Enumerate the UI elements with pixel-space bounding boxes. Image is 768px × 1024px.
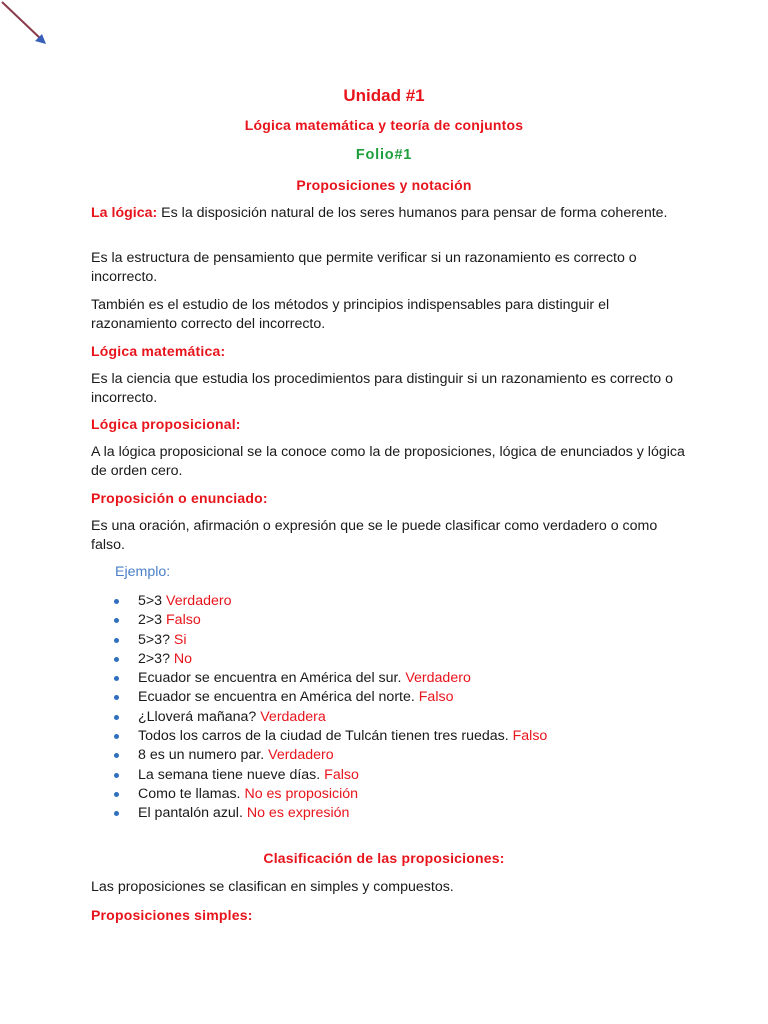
- proposicion-heading: Proposición o enunciado:: [91, 490, 268, 506]
- examples-list: [113, 592, 547, 824]
- paragraph-3: También es el estudio de los métodos y principios indispensables para distinguir el razonamiento correcto del incorrecto.: [91, 297, 610, 332]
- logica-matematica-text: Es la ciencia que estudia los procedimientos para distinguir si un razonamiento es correcto o incorrecto.: [91, 371, 673, 406]
- example-answer: Verdadero: [166, 593, 232, 609]
- list-item: Todos los carros de la ciudad de Tulcán tienen tres ruedas. Falso: [113, 727, 547, 746]
- example-answer: Falso: [512, 728, 548, 745]
- example-answer: No: [173, 650, 193, 667]
- intro-text: Es la disposición natural de los seres humanos para pensar de forma coherente.: [157, 205, 668, 221]
- list-item: 8 es un numero par. Verdadero: [113, 746, 547, 765]
- list-item: Ecuador se encuentra en América del sur. Verdadero: [113, 669, 547, 688]
- example-answer: Verdadero: [268, 747, 334, 764]
- list-item: 2>3? No: [113, 650, 547, 669]
- logica-proposicional-text: A la lógica proposicional se la conoce como la de proposiciones, lógica de enunciados y lógica de orden cero.: [91, 444, 685, 479]
- bullet-icon: [114, 734, 119, 739]
- unit-subtitle: Lógica matemática y teoría de conjuntos: [244, 117, 524, 133]
- bullet-icon: [114, 599, 119, 604]
- bullet-icon: [114, 657, 119, 662]
- example-answer: Verdadera: [260, 708, 326, 725]
- list-item: El pantalón azul. No es expresión: [113, 804, 547, 823]
- simples-heading: Proposiciones simples:: [91, 907, 253, 923]
- list-item: 5>3? Si: [113, 631, 547, 650]
- example-answer: Falso: [166, 612, 201, 629]
- paragraph-2: Es la estructura de pensamiento que permite verificar si un razonamiento es correcto o incorrecto.: [91, 250, 637, 285]
- section-title: Proposiciones y notación: [296, 177, 472, 193]
- bullet-icon: [114, 618, 119, 623]
- bullet-icon: [114, 792, 119, 797]
- clasificacion-text: Las proposiciones se clasifican en simples y compuestos.: [91, 879, 454, 895]
- example-answer: No es proposición: [244, 785, 359, 802]
- list-item: 5>3 Verdadero: [113, 592, 547, 611]
- unit-title: Unidad #1: [343, 86, 425, 105]
- intro-paragraph: [91, 204, 691, 223]
- list-item: Ecuador se encuentra en América del norte. Falso: [113, 688, 547, 707]
- proposicion-text: Es una oración, afirmación o expresión que se le puede clasificar como verdadero o como falso.: [91, 518, 658, 553]
- bullet-icon: [114, 811, 119, 816]
- intro-label: La lógica:: [91, 205, 158, 221]
- example-answer: Falso: [324, 766, 359, 783]
- list-item: 2>3 Falso: [113, 611, 547, 630]
- bullet-icon: [114, 773, 119, 778]
- list-item: ¿Lloverá mañana? Verdadera: [113, 708, 547, 727]
- list-item: La semana tiene nueve días. Falso: [113, 766, 547, 785]
- example-answer: No es expresión: [246, 805, 350, 822]
- bullet-icon: [114, 676, 119, 681]
- list-item: Como te llamas. No es proposición: [113, 785, 547, 804]
- example-answer: Si: [173, 631, 187, 648]
- ejemplo-label: Ejemplo:: [115, 564, 171, 580]
- bullet-icon: [114, 715, 119, 720]
- logica-proposicional-heading: Lógica proposicional:: [91, 416, 241, 432]
- arrow-down-right-icon: [0, 0, 60, 60]
- folio-label: Folio#1: [355, 147, 413, 163]
- logica-matematica-heading: Lógica matemática:: [91, 343, 226, 359]
- example-answer: Verdadero: [405, 670, 471, 687]
- bullet-icon: [114, 753, 119, 758]
- clasificacion-heading: Clasificación de las proposiciones:: [263, 850, 505, 866]
- bullet-icon: [114, 695, 119, 700]
- bullet-icon: [114, 638, 119, 643]
- example-answer: Falso: [418, 689, 454, 706]
